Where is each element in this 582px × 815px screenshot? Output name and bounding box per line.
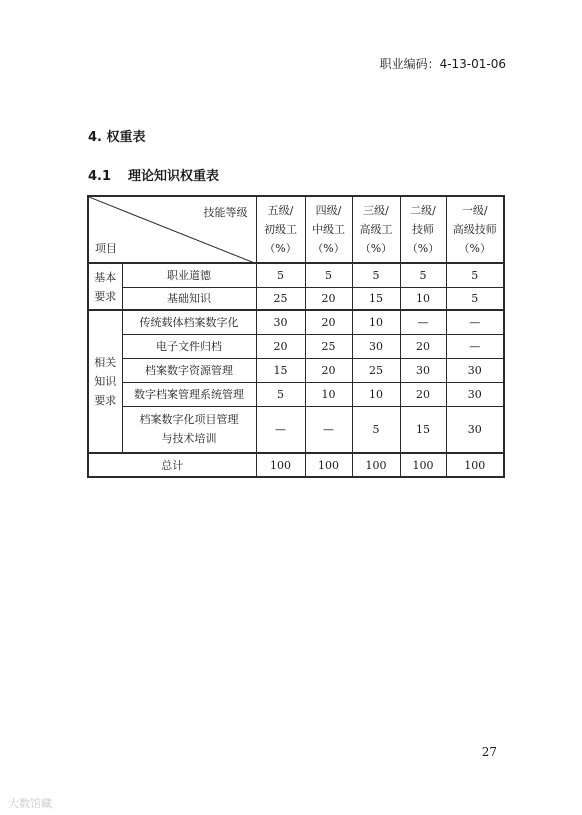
table-row [88,406,504,453]
cell-value: 30 [256,310,305,334]
cell-value: 30 [446,382,504,406]
cell-value: — [305,406,352,453]
level-header-1: 一级/ 高级技师 （%） [446,196,504,263]
subsection-number: 4.1 [88,169,112,184]
section-number: 4. [88,130,102,145]
cell-value: 20 [400,334,446,358]
cell-value: 30 [400,358,446,382]
watermark: 大数馆藏 [8,797,52,810]
cell-value: 20 [305,310,352,334]
level-header-4: 四级/ 中级工 （%） [305,196,352,263]
row-item: 电子文件归档 [122,334,256,358]
cell-value: 5 [446,263,504,287]
cell-value: — [256,406,305,453]
cell-value: 25 [256,287,305,310]
cell-value: 15 [256,358,305,382]
cell-value: 10 [305,382,352,406]
cell-value: 20 [305,358,352,382]
table-row [88,382,504,406]
cell-value: 20 [305,287,352,310]
level-header-5: 五级/ 初级工 （%） [256,196,305,263]
cell-value: 5 [352,406,400,453]
cell-value: 10 [352,310,400,334]
occupation-code: 职业编码：4-13-01-06 [379,57,506,71]
cell-value: 10 [352,382,400,406]
cell-value: 5 [256,382,305,406]
cell-value: 20 [400,382,446,406]
row-item: 档案数字资源管理 [122,358,256,382]
row-item: 基础知识 [122,287,256,310]
section-heading [88,126,146,145]
corner-skill-level: 技能等级 [203,206,248,219]
table-row [88,334,504,358]
total-row [88,453,504,477]
total-value: 100 [352,453,400,477]
cell-value: 20 [256,334,305,358]
level-header-2: 二级/ 技师 （%） [400,196,446,263]
cell-value: 10 [400,287,446,310]
subsection-heading [88,165,219,184]
cell-value: — [446,334,504,358]
table-row [88,263,504,287]
total-value: 100 [305,453,352,477]
diagonal-header-cell [88,196,256,263]
table-row [88,287,504,310]
total-value: 100 [400,453,446,477]
cell-value: — [400,310,446,334]
table-row [88,358,504,382]
row-item: 档案数字化项目管理 与技术培训 [122,406,256,453]
total-value: 100 [256,453,305,477]
total-label: 总计 [88,453,256,477]
cell-value: — [446,310,504,334]
cell-value: 5 [305,263,352,287]
cell-value: 15 [400,406,446,453]
subsection-title: 理论知识权重表 [128,169,220,184]
table-header-row [88,196,504,263]
cell-value: 30 [352,334,400,358]
row-item: 传统载体档案数字化 [122,310,256,334]
level-header-3: 三级/ 高级工 （%） [352,196,400,263]
cell-value: 30 [446,406,504,453]
cell-value: 25 [305,334,352,358]
table-row [88,310,504,334]
cell-value: 5 [400,263,446,287]
cell-value: 5 [256,263,305,287]
section-title: 权重表 [106,130,146,145]
cell-value: 5 [352,263,400,287]
group-basic-requirements: 基本 要求 [88,263,122,310]
cell-value: 25 [352,358,400,382]
page-number: 27 [481,745,497,759]
cell-value: 15 [352,287,400,310]
cell-value: 30 [446,358,504,382]
corner-item: 项目 [95,242,117,255]
row-item: 数字档案管理系统管理 [122,382,256,406]
group-related-knowledge: 相关 知识 要求 [88,310,122,453]
row-item: 职业道德 [122,263,256,287]
cell-value: 5 [446,287,504,310]
weight-table [87,195,505,478]
total-value: 100 [446,453,504,477]
